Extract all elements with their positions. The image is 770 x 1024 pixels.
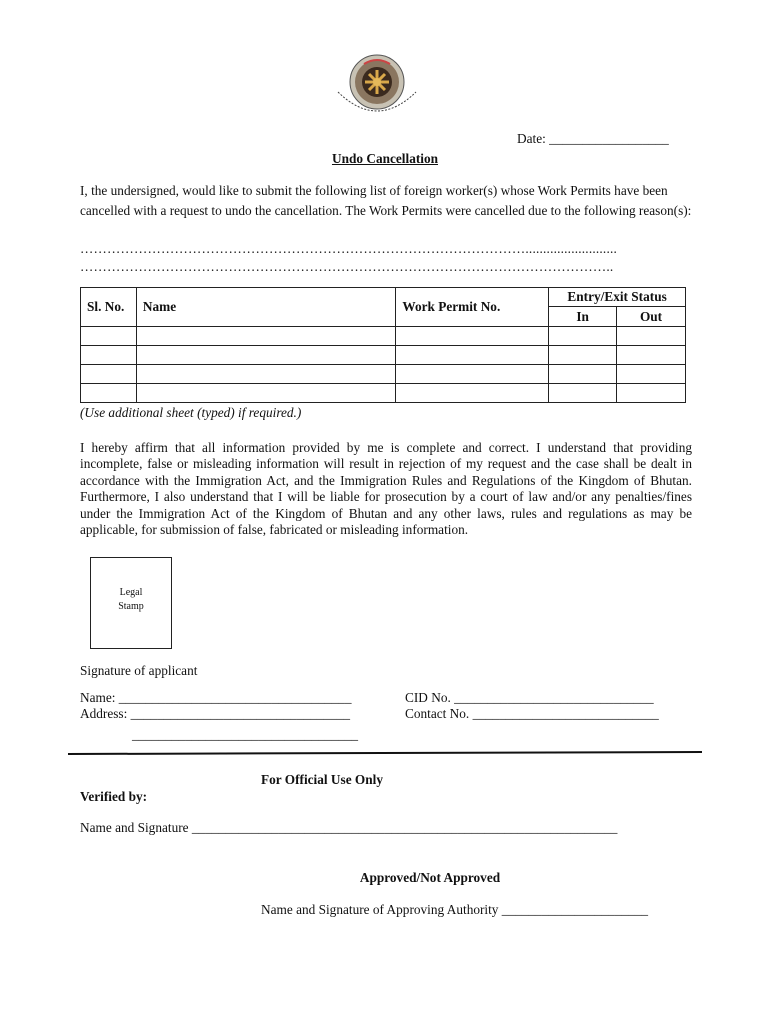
table-cell[interactable] [396, 346, 549, 365]
date-label: Date: [517, 131, 546, 146]
table-cell[interactable] [549, 327, 617, 346]
table-cell[interactable] [549, 365, 617, 384]
table-cell[interactable] [136, 346, 395, 365]
table-row [81, 384, 686, 403]
name-signature-field [80, 820, 617, 836]
address-field [80, 706, 350, 722]
table-cell[interactable] [81, 365, 137, 384]
table-row [81, 365, 686, 384]
approving-authority-field [261, 902, 648, 918]
bhutan-emblem-icon [334, 52, 420, 124]
col-header-in: In [549, 307, 617, 327]
col-header-work-permit-no: Work Permit No. [396, 288, 549, 327]
name-field [80, 690, 351, 706]
contact-label: Contact No. [405, 706, 470, 721]
table-cell[interactable] [81, 346, 137, 365]
name-signature-blank[interactable]: ________________________________________________________________ [191, 820, 618, 835]
stamp-label-line-2: Stamp [118, 601, 144, 612]
reason-line-1[interactable]: ……………………………………………………………………………………….......................... [80, 241, 618, 256]
signature-of-applicant-label: Signature of applicant [80, 663, 198, 678]
date-blank[interactable]: __________________ [549, 131, 669, 146]
col-header-name: Name [136, 288, 395, 327]
table-cell[interactable] [396, 365, 549, 384]
table-row [81, 346, 686, 365]
table-cell[interactable] [136, 384, 395, 403]
address-blank[interactable]: _________________________________ [130, 706, 351, 721]
additional-sheet-note: (Use additional sheet (typed) if required.) [80, 405, 302, 420]
name-label: Name: [80, 690, 116, 705]
approving-authority-label: Name and Signature of Approving Authority [261, 902, 499, 917]
official-use-heading: For Official Use Only [261, 772, 383, 787]
date-field [517, 131, 669, 147]
official-section-divider [68, 751, 702, 755]
table-cell[interactable] [396, 327, 549, 346]
col-header-sl-no: Sl. No. [81, 288, 137, 327]
table-cell[interactable] [617, 346, 686, 365]
stamp-label-line-1: Legal [119, 587, 143, 598]
col-header-entry-exit-status: Entry/Exit Status [549, 288, 686, 307]
reason-line-2[interactable]: ……………………………………………………………………………………………………….. [80, 259, 614, 274]
table-cell[interactable] [617, 384, 686, 403]
contact-field [405, 706, 659, 722]
table-cell[interactable] [617, 365, 686, 384]
verified-by-label: Verified by: [80, 789, 148, 804]
table-cell[interactable] [81, 327, 137, 346]
col-header-out: Out [617, 307, 686, 327]
table-row [81, 327, 686, 346]
intro-paragraph: I, the undersigned, would like to submit the following list of foreign worker(s) whose Work Permits have been cancelled with a request to undo the cancellation. The Work Permits were cancelled due to the following reason(s): [80, 183, 692, 218]
address-label: Address: [80, 706, 128, 721]
table-cell[interactable] [136, 327, 395, 346]
cid-blank[interactable]: ______________________________ [454, 690, 654, 705]
approved-status-label: Approved/Not Approved [359, 870, 501, 885]
page-title: Undo Cancellation [331, 151, 439, 166]
affirmation-paragraph: I hereby affirm that all information provided by me is complete and correct. I understand that providing incomplete, false or misleading information will result in rejection of my request and the case shall be dealt in accordance with the Immigration Act, and the Immigration Rules and Regulations of the Kingdom of Bhutan. Furthermore, I also understand that I will be liable for prosecution by a court of law and/or any penalties/fines under the Immigration Act of the Kingdom of Bhutan and any other laws, rules and regulations as may be applicable, for submission of false, fabricated or misleading information. [80, 440, 692, 538]
address-blank-2[interactable]: __________________________________ [132, 727, 359, 742]
name-blank[interactable]: ___________________________________ [118, 690, 352, 705]
table-cell[interactable] [81, 384, 137, 403]
contact-blank[interactable]: ____________________________ [472, 706, 659, 721]
cid-field [405, 690, 654, 706]
work-permit-table [80, 287, 686, 403]
legal-stamp-box [90, 557, 172, 649]
table-cell[interactable] [617, 327, 686, 346]
name-signature-label: Name and Signature [80, 820, 189, 835]
table-cell[interactable] [396, 384, 549, 403]
approving-authority-blank[interactable]: ______________________ [501, 902, 649, 917]
table-cell[interactable] [549, 346, 617, 365]
table-cell[interactable] [136, 365, 395, 384]
cid-label: CID No. [405, 690, 451, 705]
table-cell[interactable] [549, 384, 617, 403]
